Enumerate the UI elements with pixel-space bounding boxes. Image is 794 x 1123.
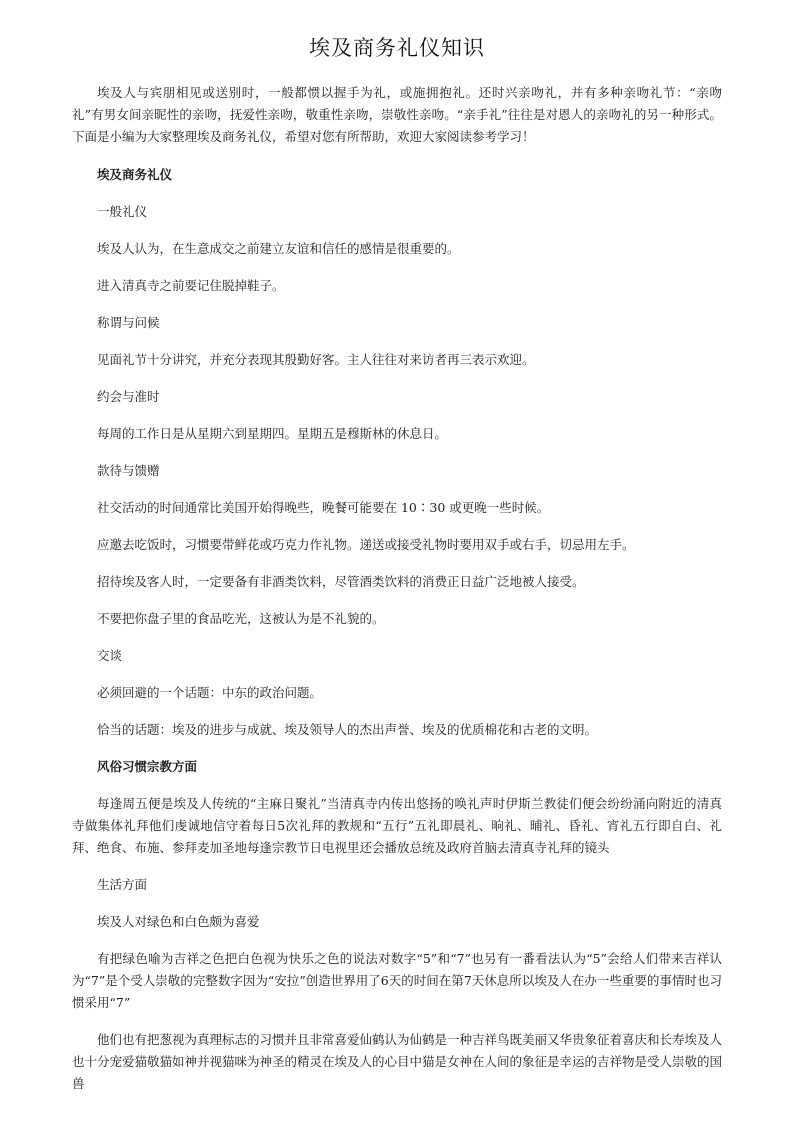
subheading-life: 生活方面: [97, 877, 148, 892]
paragraph: 埃及人对绿色和白色颇为喜爱: [97, 914, 260, 929]
subheading-general-etiquette: 一般礼仪: [97, 204, 148, 219]
section-heading-customs-religion: 风俗习惯宗教方面: [97, 759, 198, 774]
subheading-hospitality: 款待与馈赠: [97, 463, 160, 478]
subheading-appointment: 约会与准时: [97, 389, 160, 404]
paragraph: 必须回避的一个话题：中东的政治问题。: [97, 685, 323, 700]
paragraph: 每周的工作日是从星期六到星期四。星期五是穆斯林的休息日。: [97, 426, 448, 441]
subheading-conversation: 交谈: [97, 648, 123, 663]
subheading-greeting: 称谓与问候: [97, 315, 160, 330]
paragraph: 进入清真寺之前要记住脱掉鞋子。: [97, 278, 285, 293]
paragraph: 他们也有把葱视为真理标志的习惯并且非常喜爱仙鹤认为仙鹤是一种吉祥鸟既美丽又华贵象征着喜庆和长寿埃及人也十分宠爱猫敬猫如神并视猫咪为神圣的精灵在埃及人的心目中猫是女神在人间的象征是幸运的吉祥物是受人崇敬的国兽: [72, 1032, 723, 1091]
paragraph: 见面礼节十分讲究，并充分表现其殷勤好客。主人往往对来访者再三表示欢迎。: [97, 352, 535, 367]
paragraph: 不要把你盘子里的食品吃光，这被认为是不礼貌的。: [97, 611, 385, 626]
paragraph: 招待埃及客人时，一定要备有非酒类饮料，尽管酒类饮料的消费正日益广泛地被人接受。: [97, 574, 585, 589]
intro-paragraph: 埃及人与宾朋相见或送别时，一般都惯以握手为礼，或施拥抱礼。还时兴亲吻礼，并有多种亲吻礼节：“亲吻礼”有男女间亲昵性的亲吻，抚爱性亲吻，敬重性亲吻，崇敬性亲吻。“亲手礼”往往是对恩人的亲吻礼的另一种形式。下面是小编为大家整理埃及商务礼仪，希望对您有所帮助，欢迎大家阅读参考学习！: [72, 85, 722, 144]
paragraph: 社交活动的时间通常比美国开始得晚些，晚餐可能要在 10∶30 或更晚一些时候。: [97, 500, 550, 515]
paragraph: 应邀去吃饭时，习惯要带鲜花或巧克力作礼物。递送或接受礼物时要用双手或右手，切忌用左手。: [97, 537, 635, 552]
paragraph: 埃及人认为，在生意成交之前建立友谊和信任的感情是很重要的。: [97, 241, 460, 256]
paragraph: 恰当的话题：埃及的进步与成就、埃及领导人的杰出声誉、埃及的优质棉花和古老的文明。: [97, 722, 598, 737]
document-title: 埃及商务礼仪知识: [309, 36, 485, 60]
paragraph: 每逢周五便是埃及人传统的“主麻日聚礼”当清真寺内传出悠扬的唤礼声时伊斯兰教徒们便会纷纷涌向附近的清真寺做集体礼拜他们虔诚地信守着每日5次礼拜的教规和“五行”五礼即晨礼、晌礼、晡礼、昏礼、宵礼五行即自白、礼拜、绝食、布施、参拜麦加圣地每逢宗教节日电视里还会播放总统及政府首脑去清真寺礼拜的镜头: [72, 796, 722, 855]
paragraph: 有把绿色喻为吉祥之色把白色视为快乐之色的说法对数字“5”和“7”也另有一番看法认为“5”会给人们带来吉祥认为“7”是个受人崇敬的完整数字因为“安拉”创造世界用了6天的时间在第7天休息所以埃及人在办一些重要的事情时也习惯采用“7”: [72, 951, 722, 1010]
section-heading-business-etiquette: 埃及商务礼仪: [97, 167, 173, 182]
